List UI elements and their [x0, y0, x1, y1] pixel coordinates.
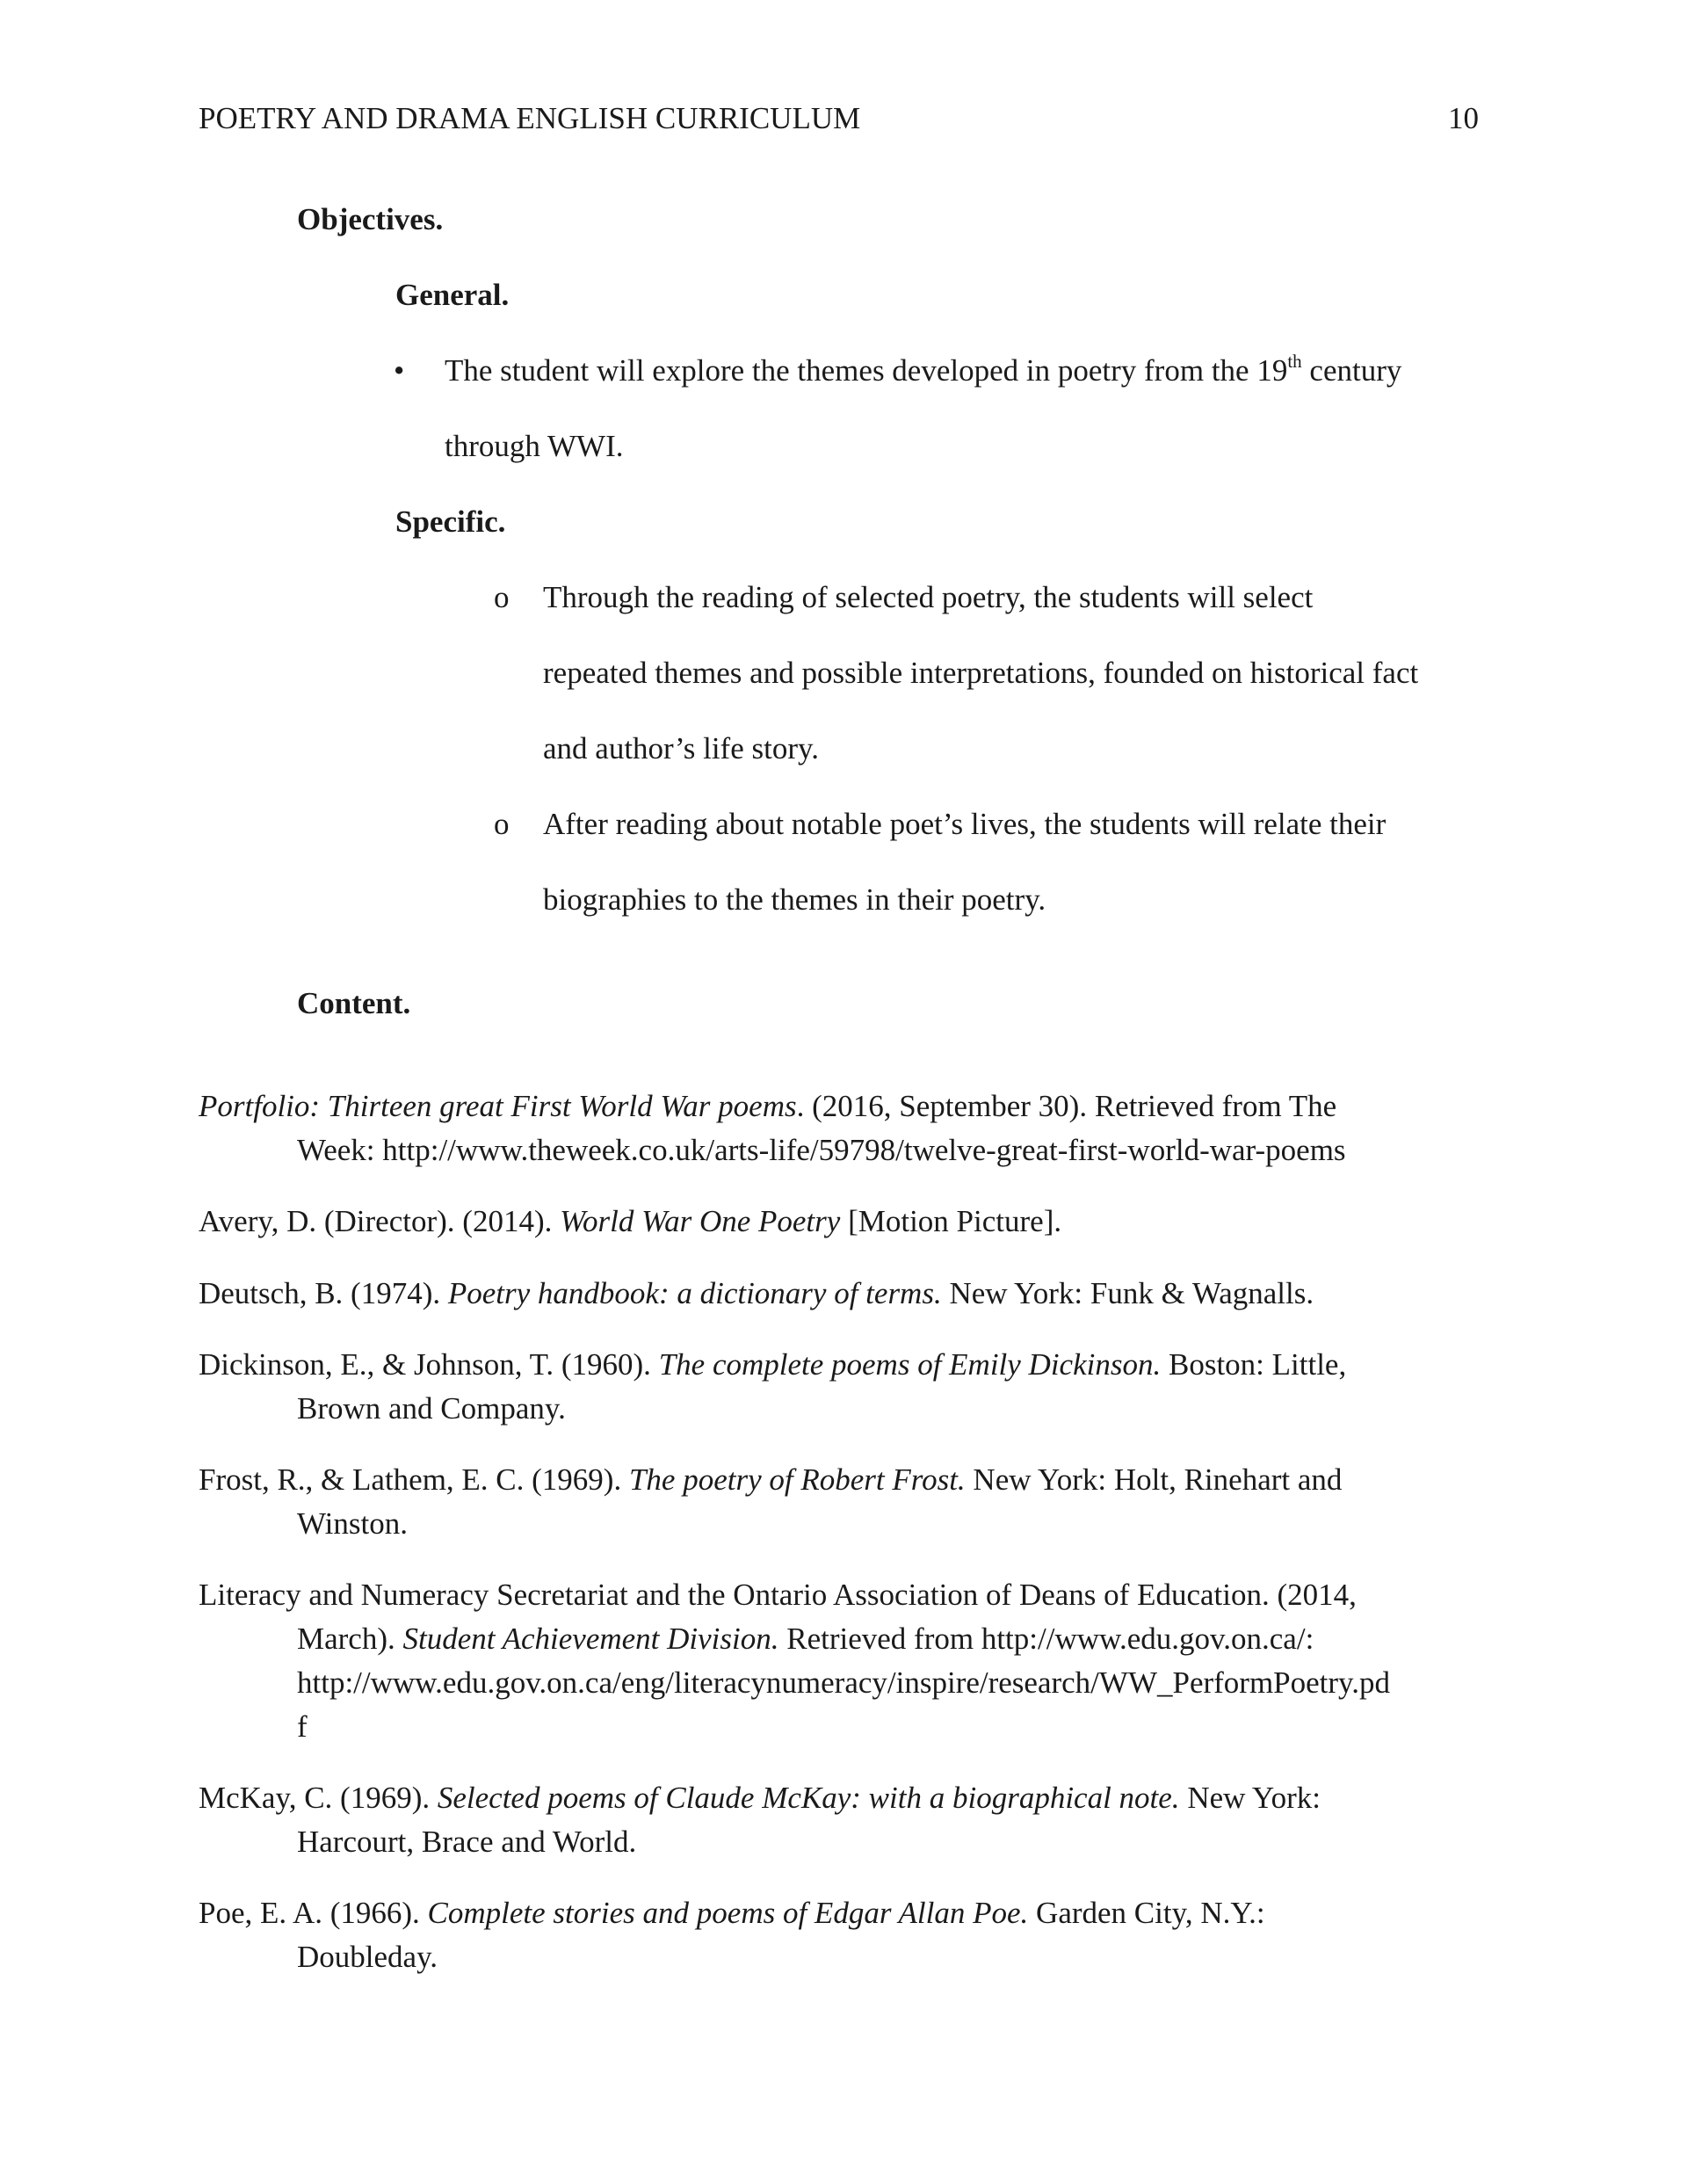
reference-7-line1 — [199, 1779, 1321, 1818]
reference-text: Retrieved from http://www.edu.gov.on.ca/: — [778, 1622, 1314, 1656]
reference-text: McKay, C. (1969). — [199, 1781, 438, 1815]
reference-text: Boston: Little, — [1161, 1347, 1347, 1382]
ordinal-suffix: th — [1287, 351, 1302, 373]
reference-4-line1 — [199, 1346, 1346, 1384]
specific-heading: Specific. — [395, 504, 506, 539]
reference-8-line1 — [199, 1894, 1265, 1933]
reference-5-line2: Winston. — [297, 1506, 408, 1541]
reference-text: Deutsch, B. (1974). — [199, 1276, 448, 1310]
reference-4-line2: Brown and Company. — [297, 1391, 566, 1426]
reference-text: [Motion Picture]. — [840, 1204, 1062, 1238]
reference-3 — [199, 1274, 1314, 1313]
page-number: 10 — [1448, 101, 1479, 135]
reference-1-line2: Week: http://www.theweek.co.uk/arts-life/59798/twelve-great-first-world-war-poems — [297, 1133, 1346, 1167]
reference-5-line1 — [199, 1461, 1342, 1499]
reference-text: Frost, R., & Lathem, E. C. (1969). — [199, 1462, 629, 1497]
specific-item1-line3: and author’s life story. — [543, 731, 819, 765]
reference-title: The poetry of Robert Frost. — [628, 1462, 966, 1497]
reference-text: Garden City, N.Y.: — [1028, 1896, 1265, 1930]
reference-text: New York: Funk & Wagnalls. — [941, 1276, 1314, 1310]
general-item-text-end: century — [1301, 353, 1402, 388]
reference-text: Avery, D. (Director). (2014). — [199, 1204, 561, 1238]
reference-title: Complete stories and poems of Edgar Allan Poe. — [427, 1896, 1029, 1930]
specific-item2-line1: After reading about notable poet’s lives, the students will relate their — [543, 807, 1387, 841]
reference-6-line4: f — [297, 1709, 308, 1744]
reference-title: World War One Poetry — [560, 1204, 841, 1238]
general-item-line2: through WWI. — [445, 429, 624, 463]
objectives-heading: Objectives. — [297, 202, 444, 236]
reference-text: . (2016, September 30). Retrieved from The — [796, 1089, 1337, 1123]
reference-title: Student Achievement Division. — [402, 1622, 779, 1656]
reference-title: Portfolio: Thirteen great First World War poems — [199, 1089, 797, 1123]
running-head: POETRY AND DRAMA ENGLISH CURRICULUM — [199, 101, 861, 135]
reference-text: New York: — [1179, 1781, 1321, 1815]
reference-8-line2: Doubleday. — [297, 1940, 438, 1974]
reference-1-line1 — [199, 1087, 1336, 1126]
reference-title: The complete poems of Emily Dickinson. — [658, 1347, 1162, 1382]
specific-bullet-1: o — [494, 580, 510, 614]
specific-bullet-2: o — [494, 807, 510, 841]
reference-text: March). — [297, 1622, 403, 1656]
reference-title: Selected poems of Claude McKay: with a biographical note. — [437, 1781, 1180, 1815]
reference-6-line2 — [297, 1620, 1314, 1658]
reference-6-line1: Literacy and Numeracy Secretariat and the Ontario Association of Deans of Education. (2014, — [199, 1578, 1357, 1612]
general-heading: General. — [395, 278, 510, 312]
specific-item2-line2: biographies to the themes in their poetry. — [543, 882, 1046, 917]
reference-title: Poetry handbook: a dictionary of terms. — [447, 1276, 942, 1310]
general-item-line1 — [445, 352, 1401, 390]
general-item-text: The student will explore the themes developed in poetry from the 19 — [445, 353, 1288, 388]
content-heading: Content. — [297, 986, 411, 1020]
reference-6-line3: http://www.edu.gov.on.ca/eng/literacynumeracy/inspire/research/WW_PerformPoetry.pd — [297, 1665, 1391, 1700]
general-bullet: • — [394, 353, 405, 388]
reference-2 — [199, 1202, 1061, 1241]
reference-text: Poe, E. A. (1966). — [199, 1896, 428, 1930]
specific-item1-line2: repeated themes and possible interpretations, founded on historical fact — [543, 656, 1419, 690]
reference-text: New York: Holt, Rinehart and — [965, 1462, 1343, 1497]
reference-text: Dickinson, E., & Johnson, T. (1960). — [199, 1347, 659, 1382]
specific-item1-line1: Through the reading of selected poetry, the students will select — [543, 580, 1314, 614]
reference-7-line2: Harcourt, Brace and World. — [297, 1825, 637, 1859]
